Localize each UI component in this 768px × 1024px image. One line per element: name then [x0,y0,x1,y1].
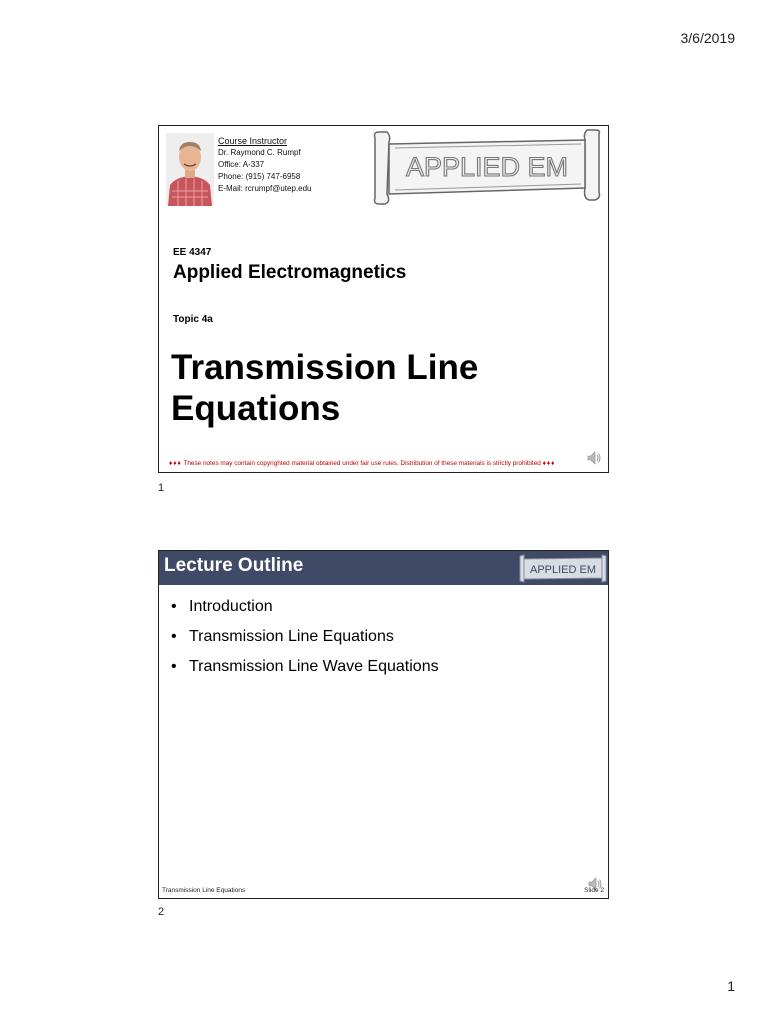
instructor-info [218,135,312,195]
applied-em-logo-small [518,553,608,584]
speaker-icon[interactable] [586,450,602,466]
instructor-email: E-Mail: rcrumpf@utep.edu [218,184,312,193]
applied-em-logo [371,128,603,208]
notice-text: These notes may contain copyrighted material obtained under fair use rules. Distribution of these materials is strictly prohibited [183,460,541,467]
page-number: 1 [727,978,735,994]
notice-diamonds-left: ♦♦♦ [169,460,182,467]
outline-item: • Introduction [169,595,439,625]
logo-text-small: APPLIED EM [529,564,597,576]
course-number: EE 4347 [173,247,212,258]
instructor-heading: Course Instructor [218,136,288,146]
slide-number-2: 2 [158,906,165,918]
slide-2 [158,550,609,899]
instructor-photo [166,133,214,206]
logo-text: APPLIED EM [405,152,569,182]
outline-item: • Transmission Line Wave Equations [169,655,439,685]
slide-title-line-1: Transmission Line [171,348,479,387]
slide-1 [158,125,609,473]
slide-footer-title: Transmission Line Equations [162,887,246,894]
slide-number-1: 1 [158,482,165,494]
notice-diamonds-right: ♦♦♦ [542,460,556,467]
outline-list [169,595,439,685]
page-date: 3/6/2019 [680,30,735,46]
slide-header-title: Lecture Outline [164,555,304,576]
slide-footer-number: Slide 2 [584,887,604,894]
instructor-office: Office: A-337 [218,160,265,169]
instructor-phone: Phone: (915) 747-6958 [218,172,301,181]
instructor-name: Dr. Raymond C. Rumpf [218,148,301,157]
course-name: Applied Electromagnetics [173,262,407,283]
slide-title-line-2: Equations [171,389,341,428]
copyright-notice [169,460,555,467]
topic-label: Topic 4a [173,314,213,325]
outline-item: • Transmission Line Equations [169,625,439,655]
